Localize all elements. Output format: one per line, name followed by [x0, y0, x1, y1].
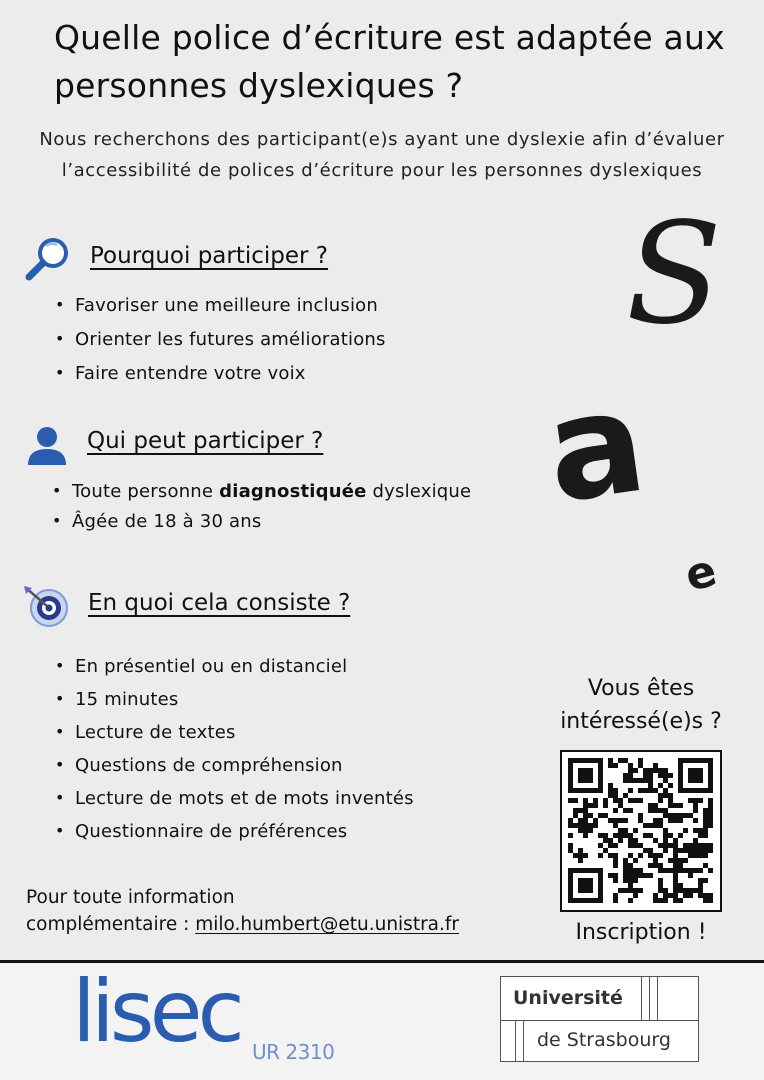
lisec-logo-text: lisec [72, 962, 240, 1062]
list-item: • Lecture de textes [55, 722, 515, 755]
list-item-text: Toute personne [72, 481, 220, 502]
list-item: • Favoriser une meilleure inclusion [55, 295, 475, 329]
who-list [52, 481, 492, 541]
cta-question-line1: Vous êtes [587, 676, 695, 701]
section-heading-who: Qui peut participer ? [87, 428, 324, 454]
qr-code-icon [562, 752, 720, 910]
univ-logo-rule [657, 977, 658, 1020]
page-title: Quelle police d’écriture est adaptée aux personnes dyslexiques ? [54, 18, 725, 105]
univ-logo-rule [649, 977, 650, 1020]
list-item: • En présentiel ou en distanciel [55, 656, 515, 689]
target-icon [22, 584, 72, 630]
list-item: • 15 minutes [55, 689, 515, 722]
magnifier-icon [24, 234, 74, 284]
univ-logo-line1: Université [513, 987, 623, 1009]
univ-logo-rule [641, 977, 642, 1020]
univ-logo-rule [501, 1020, 699, 1021]
contact-line1: Pour toute information [26, 887, 235, 908]
section-heading-why: Pourquoi participer ? [90, 243, 329, 269]
contact-prefix: complémentaire : [26, 914, 196, 935]
list-item-text: dyslexique [366, 481, 472, 502]
list-item: • Orienter les futures améliorations [55, 329, 475, 363]
what-list [55, 656, 515, 854]
contact-email-link[interactable]: milo.humbert@etu.unistra.fr [195, 914, 460, 935]
list-item: • Questions de compréhension [55, 755, 515, 788]
list-item: • Âgée de 18 à 30 ans [52, 511, 492, 541]
decor-letter-e: e [679, 545, 722, 603]
list-item: • Faire entendre votre voix [55, 363, 475, 397]
univ-logo-rule [523, 1020, 524, 1061]
registration-qr-code[interactable] [560, 750, 722, 912]
person-icon [26, 425, 70, 467]
emphasis-text: diagnostiquée [219, 481, 367, 502]
list-item [52, 481, 492, 511]
section-heading-what: En quoi cela consiste ? [88, 590, 351, 616]
list-item: • Lecture de mots et de mots inventés [55, 788, 515, 821]
contact-line2 [26, 911, 459, 938]
decor-letter-a: a [536, 358, 655, 536]
university-logo [500, 976, 699, 1062]
list-item: • Questionnaire de préférences [55, 821, 515, 854]
cta-question-line2: intéressé(e)s ? [560, 709, 722, 734]
lisec-logo [70, 962, 350, 1074]
subtitle: Nous recherchons des participant(e)s ayant une dyslexie afin d’évaluer l’accessibilité de polices d’écriture pour les personnes dyslexiques [39, 129, 725, 181]
univ-logo-rule [515, 1020, 516, 1061]
univ-logo-line2: de Strasbourg [537, 1029, 671, 1051]
cta-label: Inscription ! [575, 920, 707, 945]
decor-letter-s: S [626, 193, 722, 356]
why-list [55, 295, 475, 397]
lisec-unit: UR 2310 [252, 1040, 335, 1064]
contact-info [26, 884, 459, 938]
